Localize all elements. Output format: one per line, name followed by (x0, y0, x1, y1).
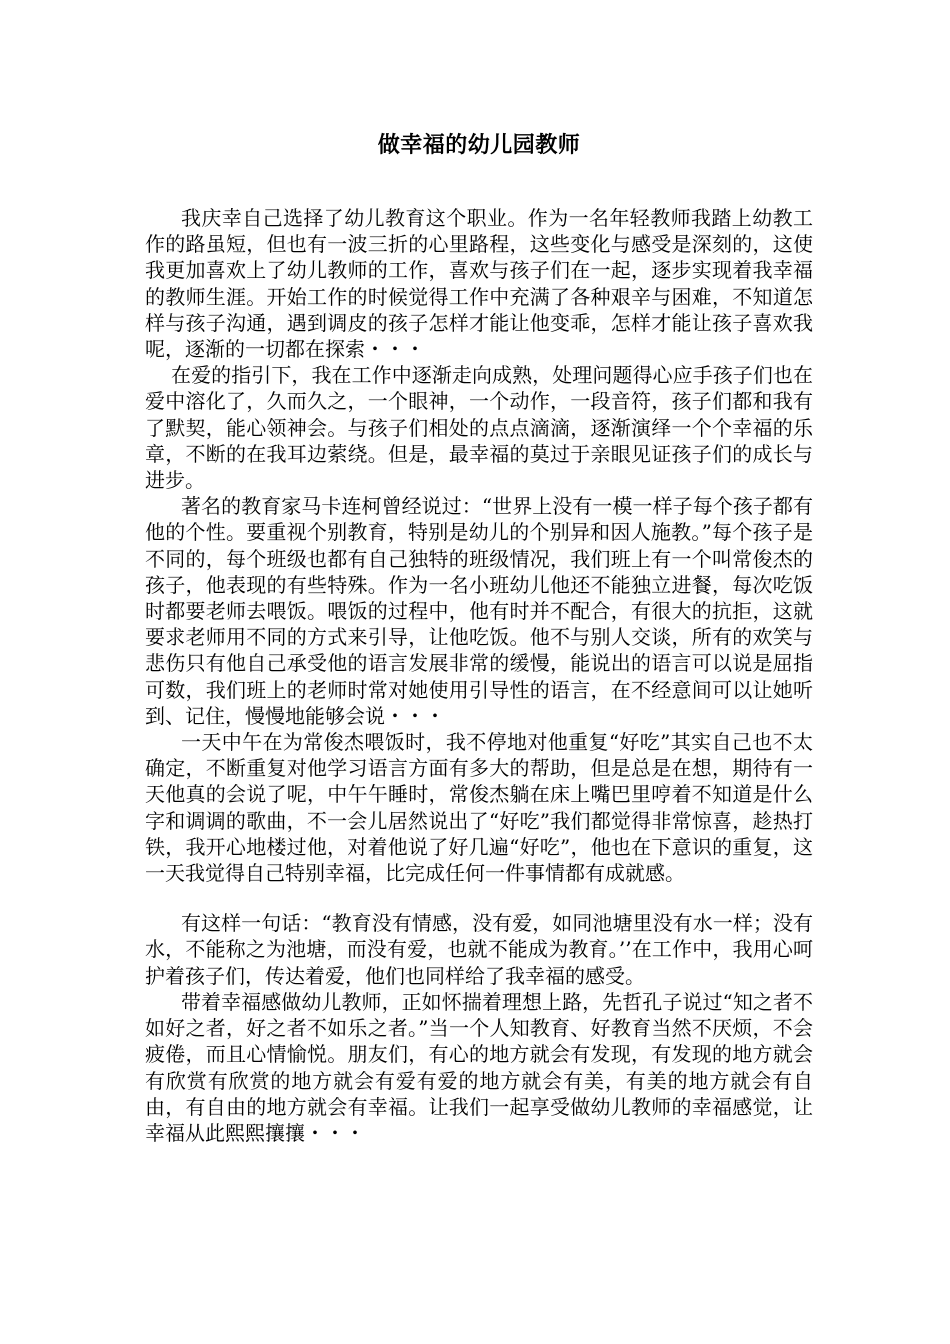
document-page (145, 130, 813, 1146)
paragraph-5: 有这样一句话：“教育没有情感，没有爱，如同池塘里没有水一样；没有水，不能称之为池塘，而没有爱，也就不能成为教育。’’在工作中，我用心呵护着孩子们，传达着爱，他们也同样给了我幸福的感受。 (145, 911, 813, 988)
paragraph-3: 著名的教育家马卡连柯曾经说过：“世界上没有一模一样子每个孩子都有他的个性。要重视个别教育，特别是幼儿的个别异和因人施教。”每个孩子是不同的，每个班级也都有自己独特的班级情况，我们班上有一个叫常俊杰的孩子，他表现的有些特殊。作为一名小班幼儿他还不能独立进餐，每次吃饭时都要老师去喂饭。喂饭的过程中，他有时并不配合，有很大的抗拒，这就要求老师用不同的方式来引导，让他吃饭。他不与别人交谈，所有的欢笑与悲伤只有他自己承受他的语言发展非常的缓慢，能说出的语言可以说是屈指可数，我们班上的老师时常对她使用引导性的语言，在不经意间可以让她听到、记住，慢慢地能够会说・・・ (145, 494, 813, 728)
paragraph-6: 带着幸福感做幼儿教师，正如怀揣着理想上路，先哲孔子说过“知之者不如好之者，好之者不如乐之者。”当一个人知教育、好教育当然不厌烦，不会疲倦，而且心情愉悦。朋友们，有心的地方就会有发现，有发现的地方就会有欣赏有欣赏的地方就会有爱有爱的地方就会有美，有美的地方就会有自由，有自由的地方就会有幸福。让我们一起享受做幼儿教师的幸福感觉，让幸福从此熙熙攘攘・・・ (145, 989, 813, 1145)
paragraph-4: 一天中午在为常俊杰喂饭时，我不停地对他重复“好吃”其实自己也不太确定，不断重复对他学习语言方面有多大的帮助，但是总是在想，期待有一天他真的会说了呢，中午午睡时，常俊杰躺在床上嘴巴里哼着不知道是什么字和调调的歌曲，不一会儿居然说出了“好吃”我们都觉得非常惊喜，趁热打铁，我开心地楼过他，对着他说了好几遍“好吃”，他也在下意识的重复，这一天我觉得自己特别幸福，比完成任何一件事情都有成就感。 (145, 730, 813, 886)
paragraph-2: 在爱的指引下，我在工作中逐渐走向成熟，处理问题得心应手孩子们也在爱中溶化了，久而久之，一个眼神，一个动作，一段音符，孩子们都和我有了默契，能心领神会。与孩子们相处的点点滴滴，逐渐演绎一个个幸福的乐章，不断的在我耳边萦绕。但是，最幸福的莫过于亲眼见证孩子们的成长与进步。 (145, 363, 813, 493)
paragraph-1: 我庆幸自己选择了幼儿教育这个职业。作为一名年轻教师我踏上幼教工作的路虽短，但也有一波三折的心里路程，这些变化与感受是深刻的，这使我更加喜欢上了幼儿教师的工作，喜欢与孩子们在一起，逐步实现着我幸福的教师生涯。开始工作的时候觉得工作中充满了各种艰辛与困难，不知道怎样与孩子沟通，遇到调皮的孩子怎样才能让他变乖，怎样才能让孩子喜欢我呢，逐渐的一切都在探索・・・ (145, 206, 813, 362)
document-title: 做幸福的幼儿园教师 (377, 132, 581, 158)
paragraph-spacer (145, 886, 813, 910)
